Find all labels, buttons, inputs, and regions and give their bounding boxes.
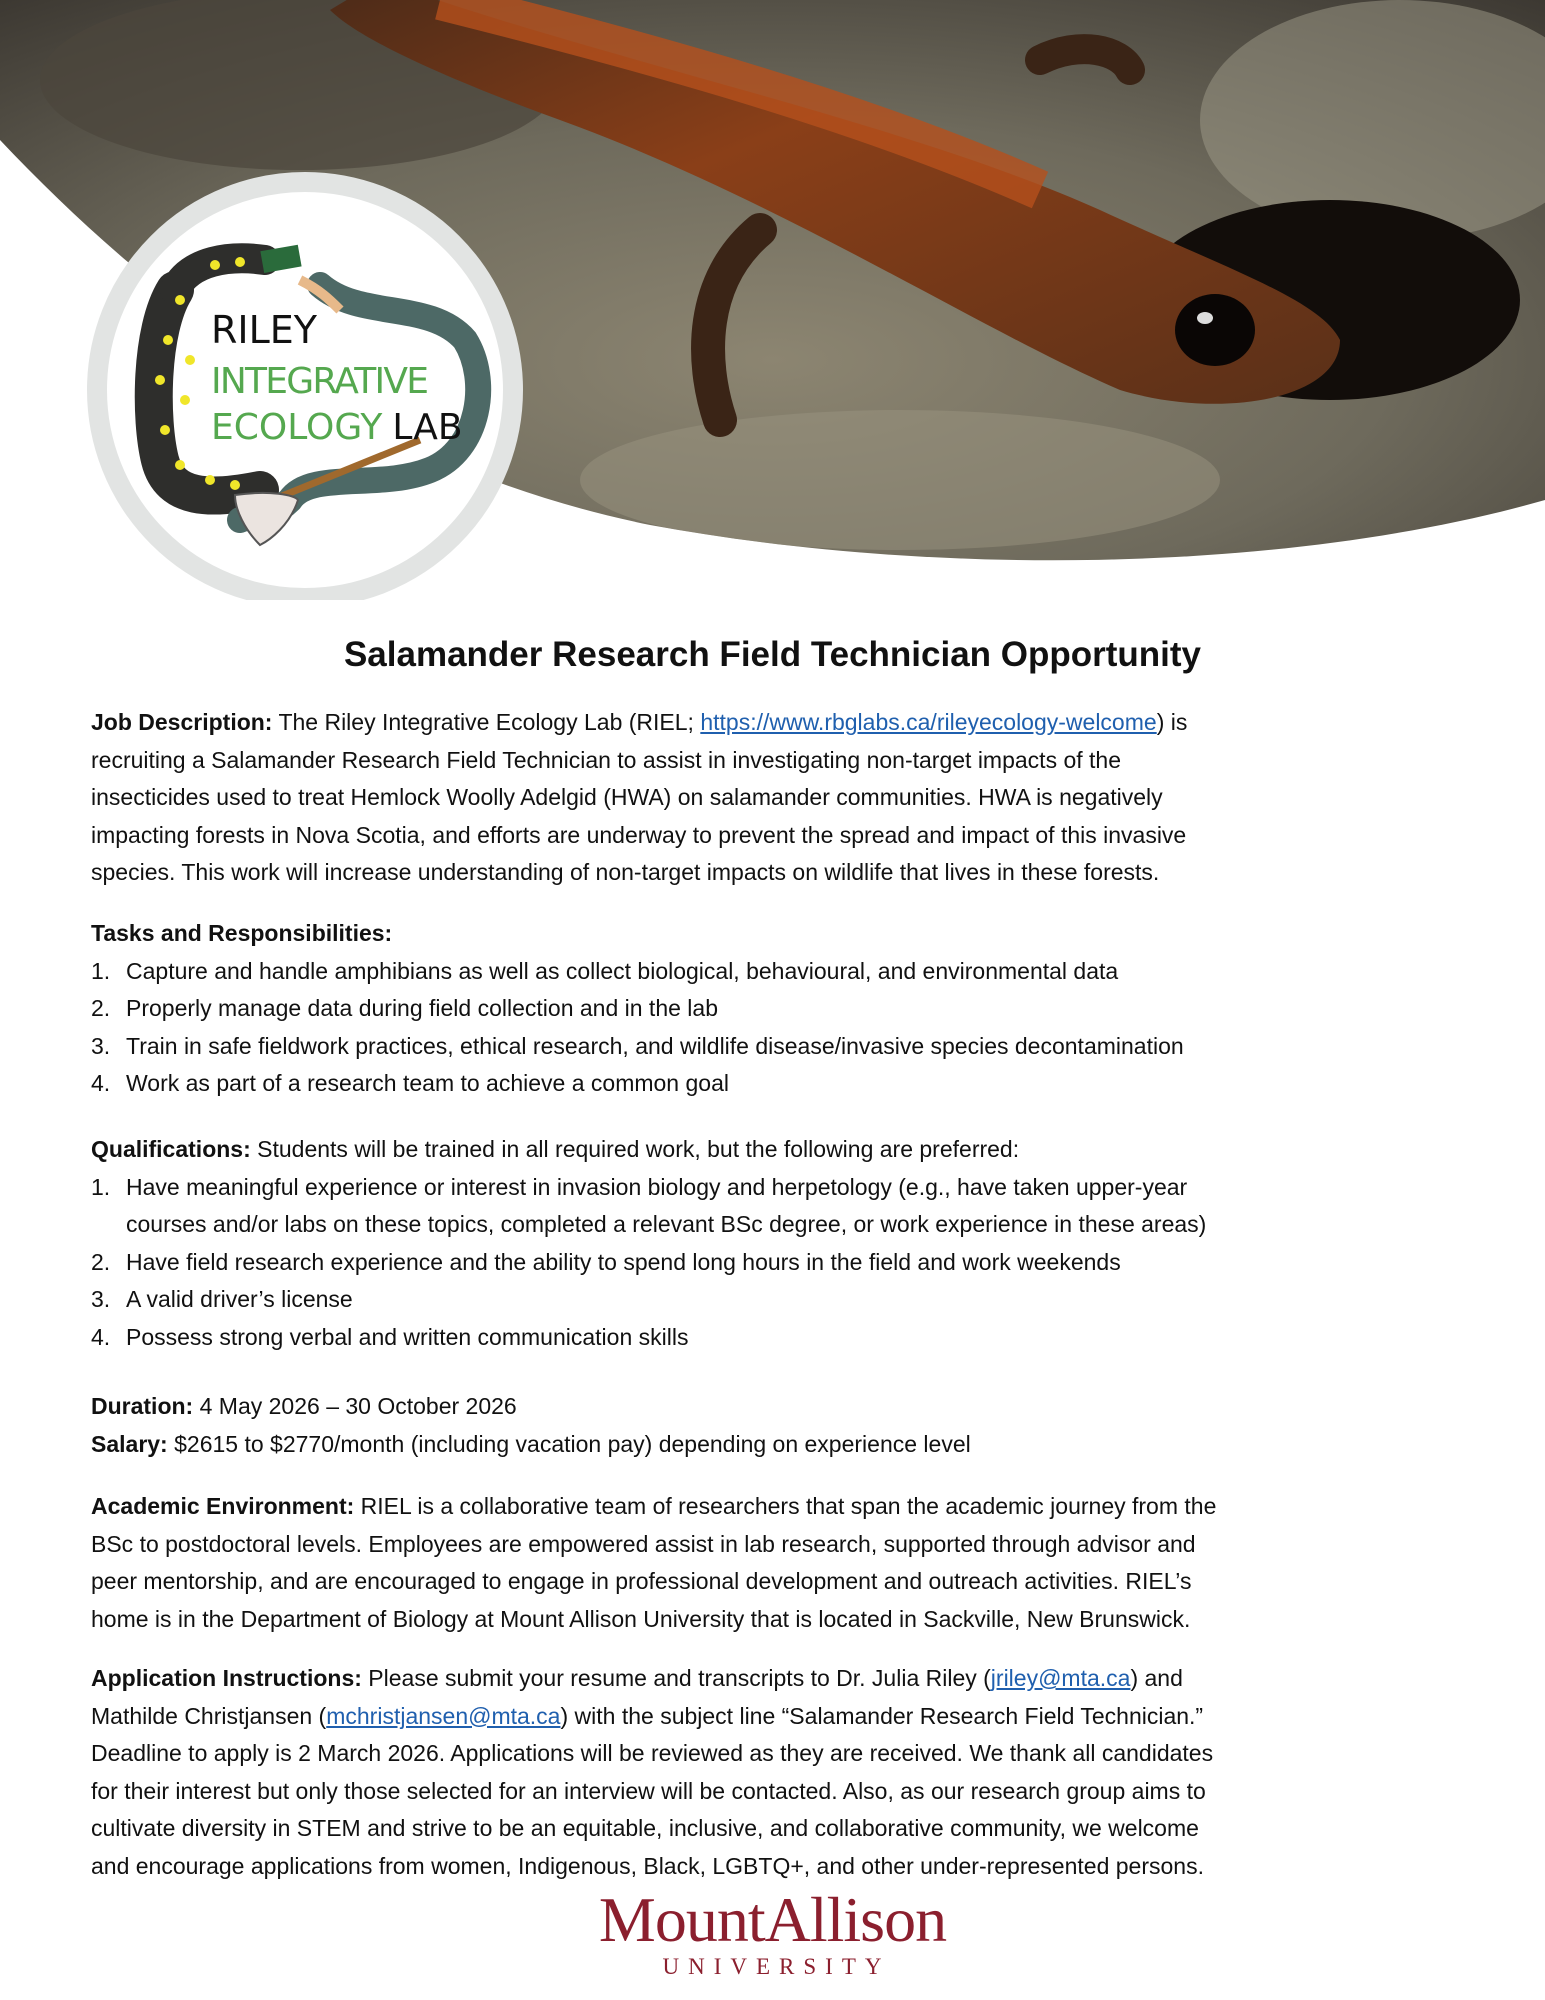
text: Train in safe fieldwork practices, ethical research, and wildlife disease/invasive species decontamination: [126, 1032, 1184, 1059]
text-line: [91, 742, 1511, 780]
text: recruiting a Salamander Research Field Technician to assist in investigating non-target impacts of the: [91, 746, 1122, 773]
text: peer mentorship, and are encouraged to engage in professional development and outreach activities. RIEL’s: [91, 1568, 1192, 1595]
text: Please submit your resume and transcripts to Dr. Julia Riley (: [361, 1665, 991, 1691]
text: and encourage applications from women, Indigenous, Black, LGBTQ+, and other under-represented persons.: [91, 1852, 1204, 1879]
text: insecticides used to treat Hemlock Woolly Adelgid (HWA) on salamander communities. HWA is negatively: [91, 784, 1163, 811]
list-item-text: [126, 990, 718, 1028]
section-tasks: [91, 915, 1511, 1103]
text: 4 May 2026 – 30 October 2026: [193, 1393, 517, 1419]
text-line: [91, 1206, 1511, 1244]
text-line: [91, 1388, 1511, 1426]
section-qualifications: [91, 1131, 1511, 1357]
text-line: [91, 1848, 1511, 1886]
text: ) and: [1130, 1665, 1183, 1691]
text: A valid driver’s license: [126, 1286, 353, 1313]
section-label: Application Instructions:: [91, 1665, 362, 1691]
list-item: [91, 1281, 1511, 1319]
text: BSc to postdoctoral levels. Employees are empowered assist in lab research, supported through advisor and: [91, 1530, 1196, 1557]
list-item: [91, 953, 1511, 991]
list-item-text: [126, 1244, 1121, 1282]
section-label: Salary:: [91, 1430, 168, 1457]
section-academic-environment: [91, 1488, 1511, 1638]
list-item: [91, 1028, 1511, 1066]
mount-allison-university: UNIVERSITY: [662, 1954, 891, 1979]
section-label: Tasks and Responsibilities:: [91, 920, 393, 946]
mount-allison-logo: [0, 1884, 1545, 1982]
list-item: [91, 990, 1511, 1028]
text-line: [91, 1810, 1511, 1848]
section-label: Academic Environment:: [91, 1493, 355, 1519]
email-link[interactable]: mchristjansen@mta.ca: [326, 1702, 561, 1729]
email-link[interactable]: jriley@mta.ca: [990, 1665, 1131, 1691]
list-item: [91, 1244, 1511, 1282]
text: Deadline to apply is 2 March 2026. Applications will be reviewed as they are received. We thank all candidates: [91, 1740, 1214, 1767]
list-number: 1.: [91, 1173, 111, 1200]
section-label: Job Description:: [91, 709, 273, 735]
website-link[interactable]: https://www.rbglabs.ca/rileyecology-welcome: [700, 709, 1157, 735]
text: $2615 to $2770/month (including vacation pay) depending on experience level: [167, 1430, 971, 1457]
list-item: [91, 1169, 1511, 1207]
list-item-text: [126, 1206, 1206, 1244]
list-number: 3.: [91, 1032, 111, 1059]
text: Properly manage data during field collection and in the lab: [126, 995, 718, 1022]
text-line: [91, 1660, 1511, 1698]
logo-text-ecology-lab: ECOLOGY LAB: [211, 407, 463, 448]
text-line: [91, 854, 1511, 892]
text: courses and/or labs on these topics, completed a relevant BSc degree, or work experience in these areas): [126, 1211, 1207, 1238]
list-number: 1.: [91, 957, 111, 984]
text-line: [91, 1773, 1511, 1811]
text: species. This work will increase understanding of non-target impacts on wildlife that lives in these forests.: [91, 859, 1160, 886]
list-number: 4.: [91, 1070, 111, 1097]
section-application-instructions: [91, 1660, 1511, 1886]
text: home is in the Department of Biology at Mount Allison University that is located in Sackville, New Brunswick.: [91, 1605, 1191, 1632]
riel-logo: [97, 182, 513, 598]
text-line: [91, 779, 1511, 817]
text: Mathilde Christjansen (: [91, 1702, 327, 1729]
list-number: 2.: [91, 995, 111, 1022]
list-number: 2.: [91, 1248, 111, 1275]
text: cultivate diversity in STEM and strive to be an equitable, inclusive, and collaborative community, we welcome: [91, 1815, 1199, 1842]
list-item-text: [126, 1028, 1184, 1066]
text: Have meaningful experience or interest in invasion biology and herpetology (e.g., have taken upper-year: [126, 1173, 1188, 1200]
list-item-text: [126, 1065, 729, 1103]
list-item: [91, 1065, 1511, 1103]
list-item: [91, 1319, 1511, 1357]
section-label: Duration:: [91, 1393, 194, 1419]
text: Students will be trained in all required work, but the following are preferred:: [250, 1136, 1020, 1162]
list-number: 3.: [91, 1286, 111, 1313]
section-job-description: [91, 704, 1511, 892]
text-line: [91, 817, 1511, 855]
list-item-text: [126, 1169, 1187, 1207]
text-line: [91, 1131, 1511, 1169]
header-photo: [0, 0, 1545, 600]
text: The Riley Integrative Ecology Lab (RIEL;: [272, 709, 701, 735]
text-line: [91, 1601, 1511, 1639]
text: ) is: [1156, 709, 1188, 735]
text: Have field research experience and the ability to spend long hours in the field and work weekends: [126, 1248, 1121, 1275]
text: Work as part of a research team to achieve a common goal: [126, 1070, 729, 1097]
text-line: [91, 1488, 1511, 1526]
section-label: Qualifications:: [91, 1136, 251, 1162]
text-line: [91, 1526, 1511, 1564]
text-line: [91, 915, 1511, 953]
list-item-text: [126, 1319, 688, 1357]
text-line: [91, 1563, 1511, 1601]
text: ) with the subject line “Salamander Research Field Technician.”: [560, 1702, 1204, 1729]
text: for their interest but only those selected for an interview will be contacted. Also, as our research group aims to: [91, 1777, 1206, 1804]
text-line: [91, 1698, 1511, 1736]
section-duration-salary: [91, 1388, 1511, 1463]
text-line: [91, 1426, 1511, 1464]
text: Capture and handle amphibians as well as collect biological, behavioural, and environmental data: [126, 957, 1119, 984]
page-title: Salamander Research Field Technician Opportunity: [343, 635, 1202, 674]
text-line: [91, 1735, 1511, 1773]
list-item-text: [126, 1281, 353, 1319]
text-line: [91, 704, 1511, 742]
text: Possess strong verbal and written communication skills: [126, 1323, 689, 1350]
mount-allison-wordmark: MountAllison: [598, 1884, 947, 1955]
list-number: 4.: [91, 1323, 111, 1350]
text: RIEL is a collaborative team of researchers that span the academic journey from the: [354, 1493, 1217, 1519]
logo-text-riley: RILEY: [211, 308, 318, 352]
logo-text-integrative: INTEGRATIVE: [211, 361, 429, 402]
text: impacting forests in Nova Scotia, and efforts are underway to prevent the spread and impact of this invasive: [91, 821, 1187, 848]
list-item-text: [126, 953, 1118, 991]
